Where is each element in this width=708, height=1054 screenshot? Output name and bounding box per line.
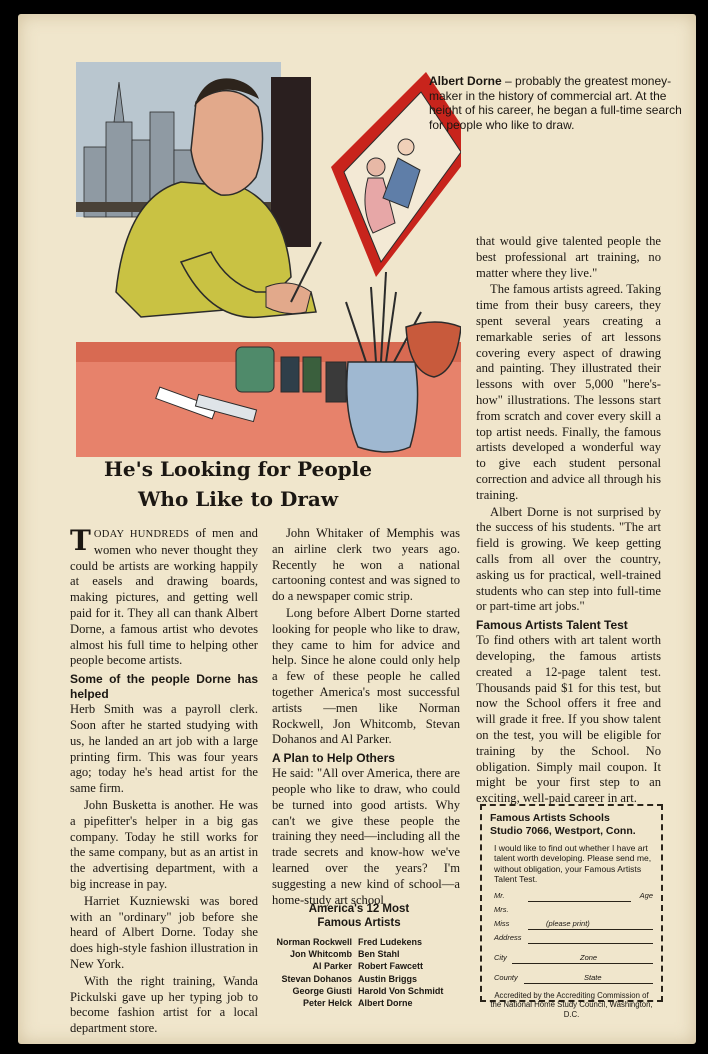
label-mrs: Mrs.	[494, 904, 509, 914]
famous-artists-box	[258, 902, 460, 1009]
paragraph: John Busketta is another. He was a pipefitter's helper in a big gas company. Today he still works for the same company, but as an artist in the advertising department, with a big increase in pay.	[70, 797, 258, 891]
artists-title	[258, 902, 460, 930]
artist-name: Ben Stahl	[358, 949, 400, 960]
coupon-form[interactable]	[490, 891, 653, 985]
coupon-name-field-3[interactable]	[494, 919, 653, 931]
paragraph-text: of men and women who never thought they could be artists are working happily at easels and drawing boards, making pictures, and getting well paid for it. They all can thank Albert Dorne, a famous artist who devotes almost his full time to helping other people become artists.	[70, 526, 258, 668]
caption-text: – probably the greatest money-maker in the history of commercial art. At the height of his career, he began a full-time search for people who like to draw.	[429, 74, 682, 132]
coupon-name-field[interactable]	[494, 891, 653, 903]
label-age: Age	[639, 890, 653, 900]
paragraph: that would give talented people the best professional art training, no matter where they live."	[476, 234, 661, 280]
headline-line-2: Who Like to Draw	[137, 487, 339, 511]
drop-cap: T	[70, 524, 91, 557]
label-address: Address	[494, 932, 522, 942]
subheading: Famous Artists Talent Test	[476, 618, 628, 633]
paragraph: He said: "All over America, there are people who like to draw, who could be turned into good artists. Why can't we give these people the training they need—including all the trade secrets and know-how we've learned over the years? I'm suggesting a new kind of school—a home-study art school	[272, 766, 460, 907]
coupon-county-field[interactable]	[494, 973, 653, 985]
article-column-1	[70, 526, 258, 1038]
paragraph: With the right training, Wanda Pickulski gave up her typing job to become fashion artist for a local department store.	[70, 973, 258, 1036]
coupon-name-field-2[interactable]	[494, 905, 653, 917]
coupon-city-field[interactable]	[494, 953, 653, 965]
subheading: A Plan to Help Others	[272, 751, 395, 766]
headline-line-1: He's Looking for People	[104, 457, 372, 481]
label-zone: Zone	[580, 952, 598, 962]
coupon-accreditation: Accredited by the Accrediting Commission of the National Home Study Council, Washington, D.C.	[490, 990, 653, 1019]
paragraph: The famous artists agreed. Taking time from their busy careers, they spent several years creating a remarkable series of art lessons covering every aspect of drawing and painting. They illustrated their lessons with over 5,000 "here's-how" illustrations. The lessons start from scratch and cover every skill a top artist needs. Finally, the famous artists developed a wonderful way to give each student personal correction and advice all through his training.	[476, 282, 661, 502]
artists-title-line-2: Famous Artists	[317, 917, 401, 929]
paragraph: Harriet Kuzniewski was bored with an "ordinary" job before she heard of Albert Dorne. Today she does high-style fashion illustration in New York.	[70, 893, 258, 971]
label-mr: Mr.	[494, 890, 505, 900]
label-county: County	[494, 972, 518, 982]
article-column-3	[476, 234, 661, 808]
coupon-address-field[interactable]	[494, 933, 653, 945]
paragraph: Long before Albert Dorne started looking for people who like to draw, they came to him for advice and help. Since he alone could only help a few of these people he called together America's most successful artists —men like Norman Rockwell, Jon Whitcomb, Stevan Dohanos and Al Parker.	[272, 605, 460, 747]
artist-name: Austin Briggs	[358, 973, 418, 984]
paragraph: Albert Dorne is not surprised by the success of his students. "The art field is growing. We keep getting calls from all over the country, asking us for practical, well-trained students who can step into full-time or part-time art jobs."	[476, 504, 661, 614]
artist-name: George Giusti	[292, 985, 352, 996]
artist-name: Peter Helck	[302, 998, 352, 1009]
article-column-2	[272, 526, 460, 909]
coupon-studio-address: Studio 7066, Westport, Conn.	[490, 825, 636, 837]
artist-name: Jon Whitcomb	[290, 949, 352, 960]
label-city: City	[494, 952, 507, 962]
artists-list	[258, 936, 460, 1009]
artist-name: Albert Dorne	[358, 998, 413, 1009]
paragraph: To find others with art talent worth developing, the famous artists created a 12-page talent test. Thousands paid $1 for this test, but now the School offers it free and will grade it free. If you show talent on the test, you will be eligible for training by the School. No obligation. Simply mail coupon. It might be your first step to an exciting, well-paid career in art.	[476, 633, 661, 806]
label-state: State	[584, 972, 602, 982]
artist-name: Fred Ludekens	[358, 937, 423, 947]
artist-name: Harold Von Schmidt	[358, 985, 444, 996]
label-miss: Miss	[494, 918, 510, 928]
artist-name: Stevan Dohanos	[281, 973, 352, 984]
coupon-school-name: Famous Artists Schools	[490, 812, 610, 824]
mail-coupon[interactable]	[480, 804, 663, 1019]
paragraph: Herb Smith was a payroll clerk. Soon after he started studying with us, he landed an art job with a large printing firm. This was four years ago; today he's head artist for the same firm.	[70, 702, 258, 796]
caption-name: Albert Dorne	[429, 74, 502, 88]
lead-smallcaps: ODAY HUNDREDS	[93, 529, 190, 540]
label-please-print: (please print)	[546, 918, 590, 928]
paragraph: John Whitaker of Memphis was an airline clerk two years ago. Recently he won a national cartooning contest and was signed to do a newspaper comic strip.	[272, 526, 460, 604]
coupon-request-text: I would like to find out whether I have art talent worth developing. Please send me, without obligation, your Famous Artists Talent Test.	[494, 843, 652, 885]
paragraph	[70, 526, 258, 669]
headline	[88, 454, 388, 514]
photo-caption	[429, 74, 689, 132]
subheading: Some of the people Dorne has helped	[70, 672, 258, 702]
artist-name: Al Parker	[312, 961, 352, 972]
artists-title-line-1: America's 12 Most	[308, 903, 410, 915]
ad-page	[18, 14, 696, 1044]
artist-name: Robert Fawcett	[358, 961, 424, 972]
artist-illustration	[76, 62, 461, 457]
artist-name: Norman Rockwell	[276, 937, 352, 947]
